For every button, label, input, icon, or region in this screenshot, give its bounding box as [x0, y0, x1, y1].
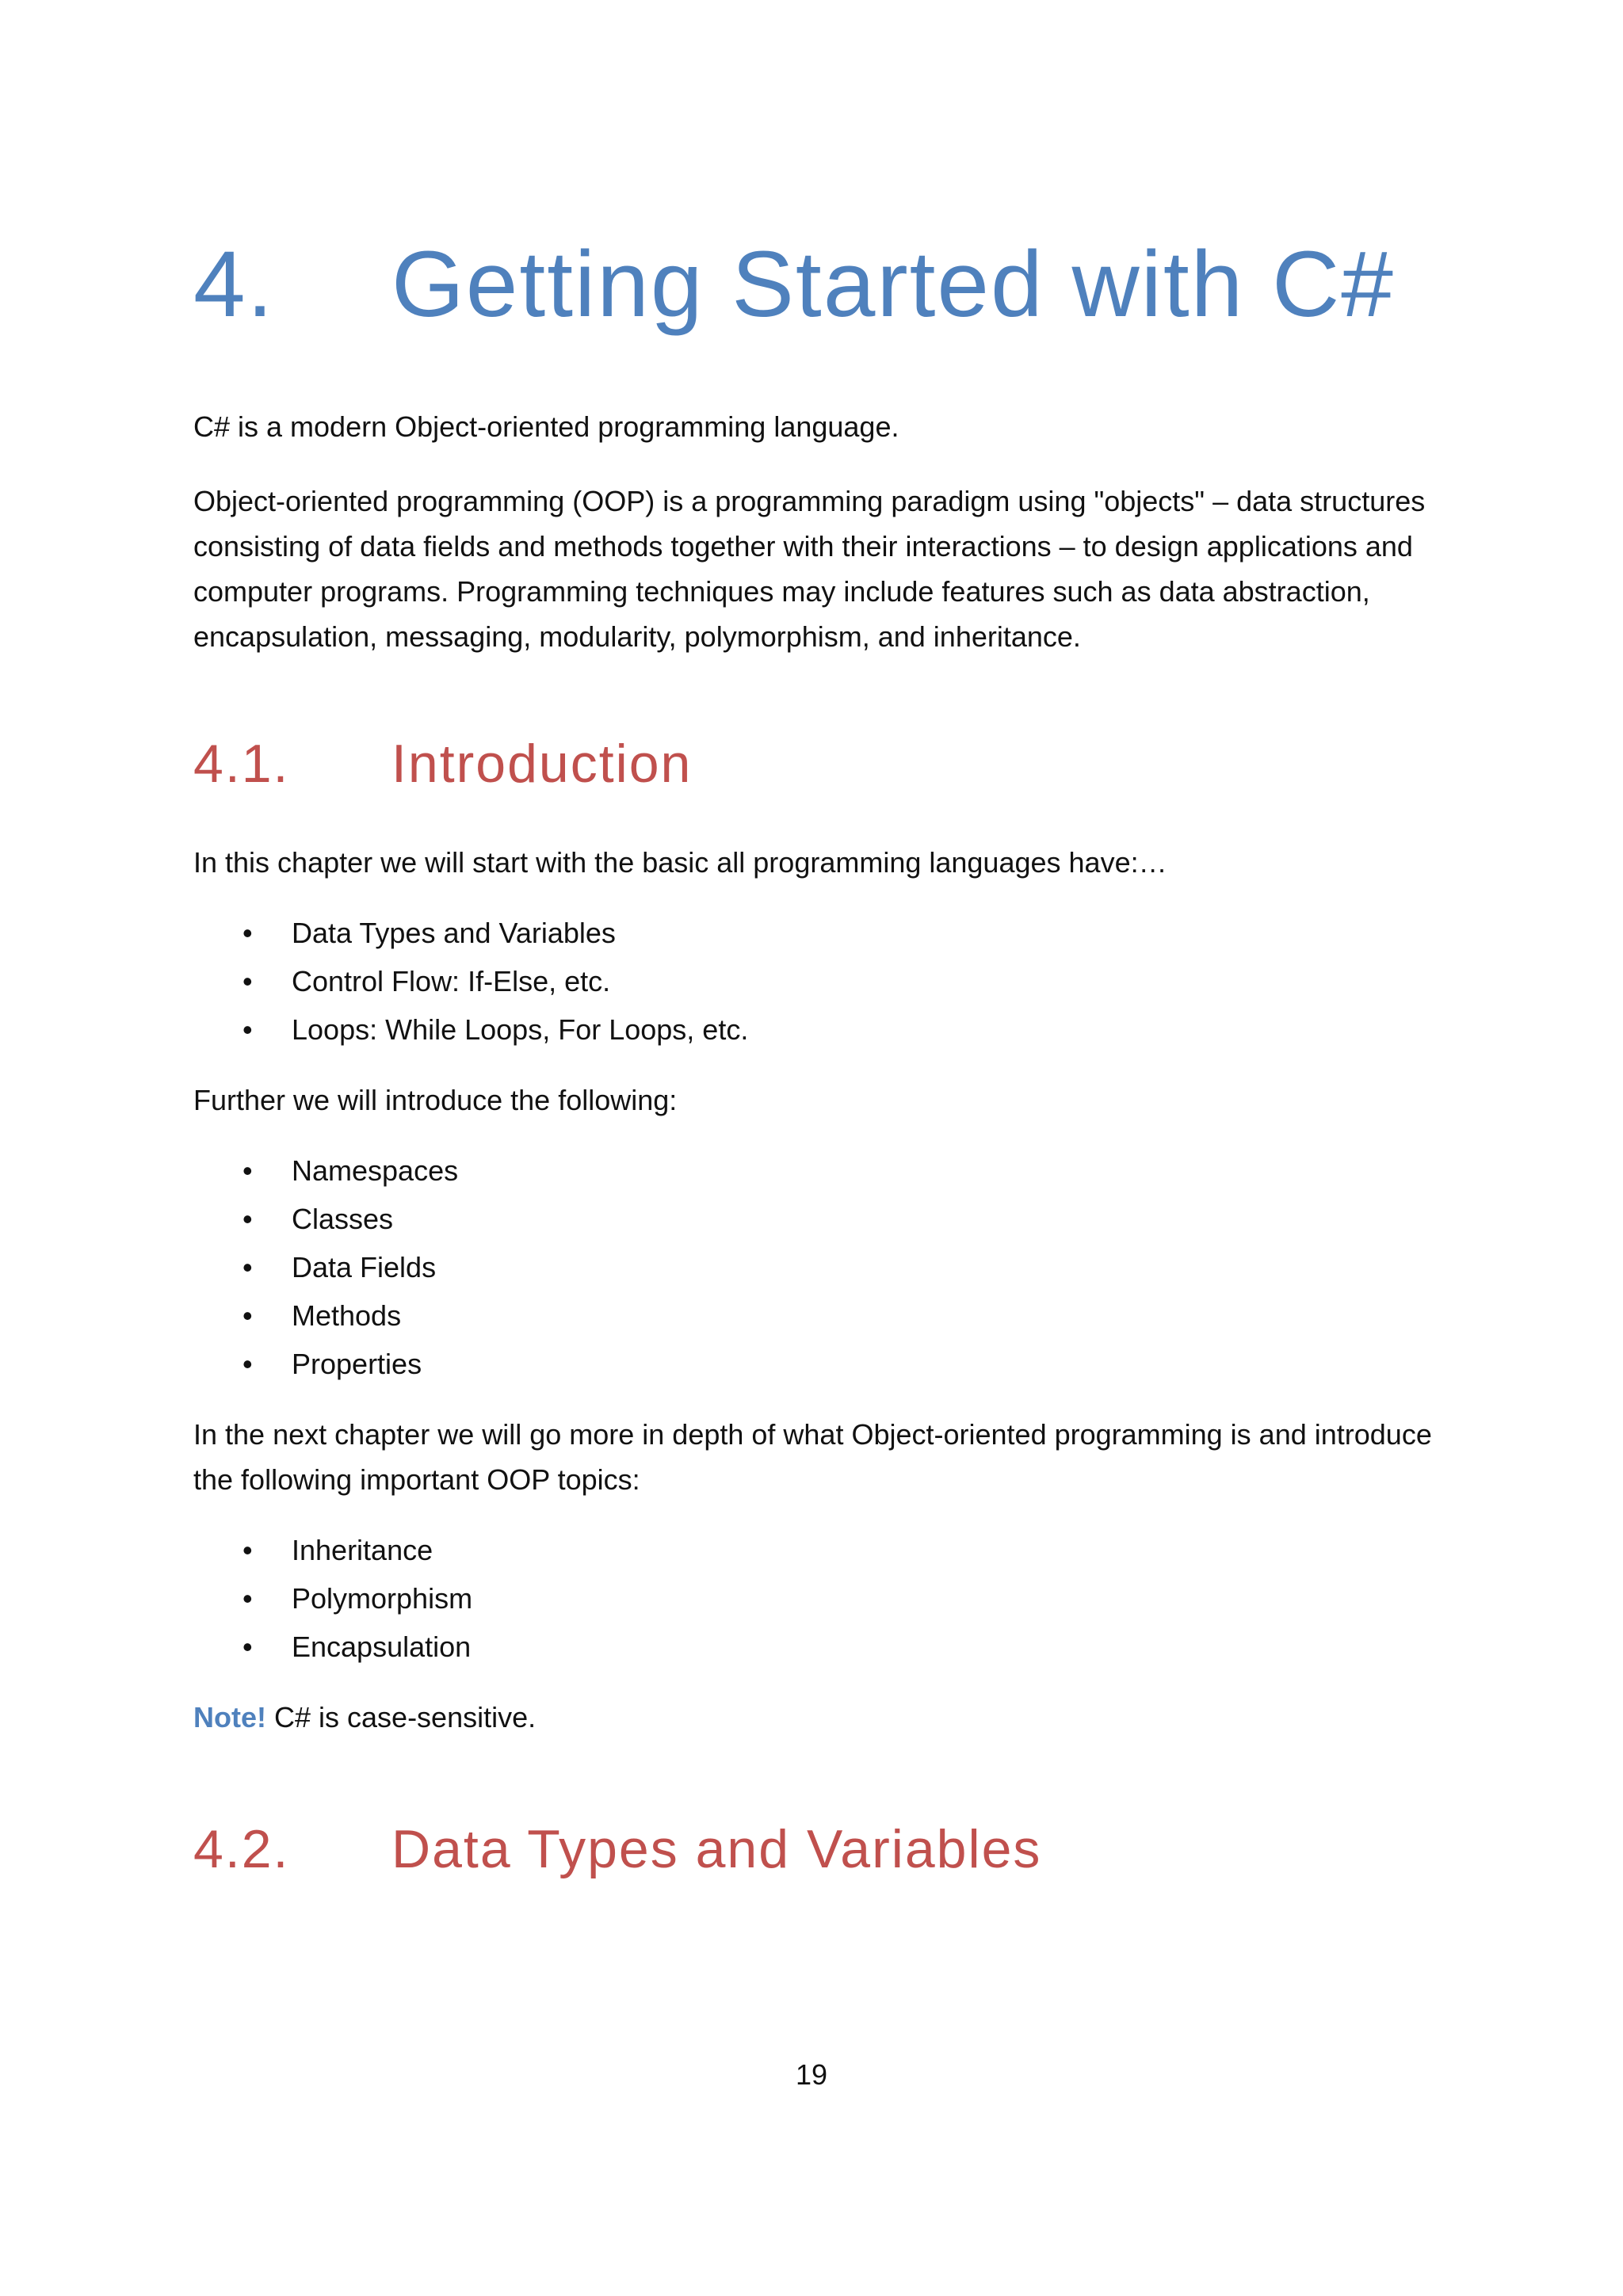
note-text: C# is case-sensitive. — [266, 1701, 537, 1733]
chapter-title: Getting Started with C# — [391, 232, 1395, 337]
list-item-label: Data Fields — [292, 1251, 437, 1283]
list-item — [193, 1623, 1445, 1671]
list-item-label: Polymorphism — [292, 1582, 473, 1615]
bullet-icon: • — [242, 1154, 253, 1187]
section-1-paragraph-3: In the next chapter we will go more in depth of what Object-oriented programming is and introduce the following important OOP topics: — [193, 1418, 1432, 1496]
chapter-heading — [193, 232, 1445, 337]
list-item — [193, 1243, 1445, 1291]
section-number: 4.1. — [193, 734, 290, 794]
section-title: Introduction — [391, 734, 693, 794]
list-item — [193, 1291, 1445, 1340]
page-content — [193, 232, 1445, 1879]
section-heading-introduction — [193, 734, 1445, 794]
list-item-label: Control Flow: If-Else, etc. — [292, 965, 611, 997]
list-item-label: Encapsulation — [292, 1630, 472, 1663]
note-label: Note! — [193, 1701, 266, 1733]
list-item-label: Data Types and Variables — [292, 917, 616, 949]
bullet-icon: • — [242, 917, 253, 949]
bullet-icon: • — [242, 1013, 253, 1046]
list-item — [193, 1195, 1445, 1243]
list-item — [193, 957, 1445, 1005]
list-item — [193, 909, 1445, 957]
list-item-label: Classes — [292, 1203, 394, 1235]
section-1-paragraph-1: In this chapter we will start with the basic all programming languages have:… — [193, 846, 1167, 879]
intro-paragraph-2: Object-oriented programming (OOP) is a programming paradigm using "objects" – data structures consisting of data fields and methods together with their interactions – to design applications and computer programs. Programming techniques may include features such as data abstraction, encapsulation, messaging, modularity, polymorphism, and inheritance. — [193, 485, 1426, 653]
list-item — [193, 1340, 1445, 1388]
list-item-label: Namespaces — [292, 1154, 459, 1187]
intro-paragraph-1: C# is a modern Object-oriented programming language. — [193, 410, 899, 443]
list-item-label: Properties — [292, 1348, 422, 1380]
section-number: 4.2. — [193, 1819, 290, 1879]
list-item — [193, 1005, 1445, 1054]
bullet-icon: • — [242, 1582, 253, 1615]
bullet-icon: • — [242, 1348, 253, 1380]
bullet-icon: • — [242, 1251, 253, 1283]
oop-topics-list — [193, 1526, 1445, 1671]
bullet-icon: • — [242, 965, 253, 997]
bullet-icon: • — [242, 1534, 253, 1566]
list-item — [193, 1146, 1445, 1195]
section-title: Data Types and Variables — [391, 1819, 1042, 1879]
chapter-number: 4. — [193, 232, 275, 337]
bullet-icon: • — [242, 1299, 253, 1332]
list-item-label: Inheritance — [292, 1534, 433, 1566]
list-item-label: Loops: While Loops, For Loops, etc. — [292, 1013, 749, 1046]
bullet-icon: • — [242, 1203, 253, 1235]
section-1-paragraph-2: Further we will introduce the following: — [193, 1084, 678, 1116]
topics-list — [193, 1146, 1445, 1388]
note-paragraph — [193, 1695, 1445, 1740]
section-heading-data-types — [193, 1819, 1445, 1879]
bullet-icon: • — [242, 1630, 253, 1663]
basics-list — [193, 909, 1445, 1054]
list-item — [193, 1574, 1445, 1623]
list-item-label: Methods — [292, 1299, 402, 1332]
list-item — [193, 1526, 1445, 1574]
page-number: 19 — [795, 2058, 828, 2091]
